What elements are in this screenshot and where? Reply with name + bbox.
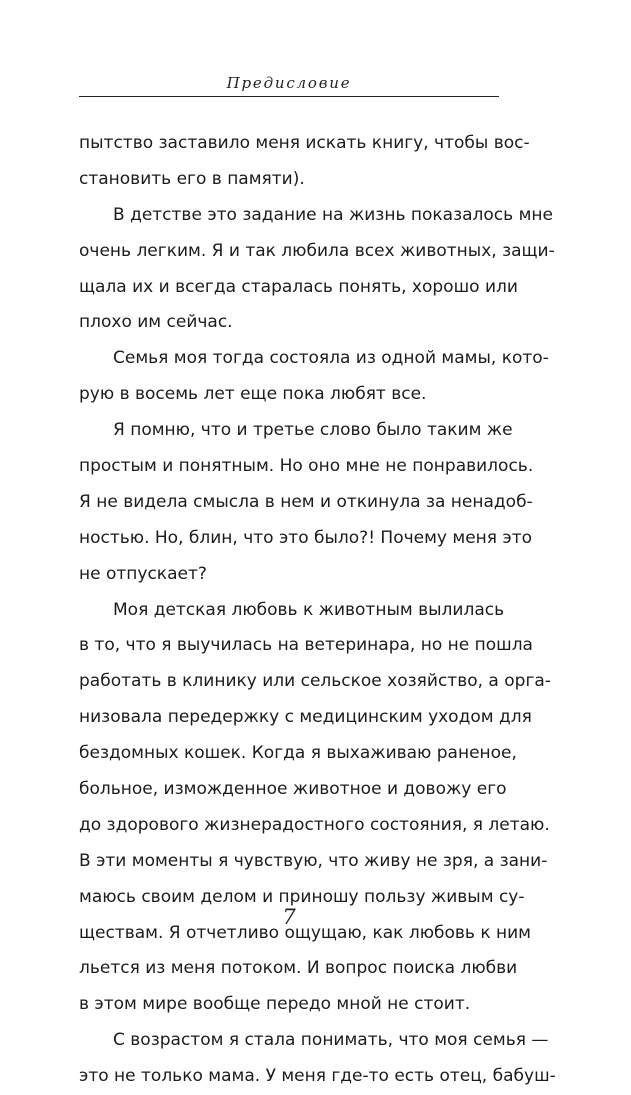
text-line: ществам. Я отчетливо ощущаю, как любовь к ним xyxy=(79,922,531,943)
text-line: до здорового жизнерадостного состояния, я летаю. xyxy=(79,814,550,835)
text-line: маюсь своим делом и приношу пользу живым су- xyxy=(79,886,525,907)
text-line: бездомных кошек. Когда я выхаживаю раненое, xyxy=(79,743,517,764)
text-line: низовала передержку с медицинским уходом для xyxy=(79,707,532,728)
text-line: ностью. Но, блин, что это было?! Почему меня это xyxy=(79,527,533,548)
text-line: Семья моя тогда состояла из одной мамы, кото- xyxy=(113,348,549,369)
text-line: В эти моменты я чувствую, что живу не зря, а зани- xyxy=(79,850,548,871)
text-line: плохо им сейчас. xyxy=(79,312,233,333)
text-line: это не только мама. У меня где-то есть отец, бабуш- xyxy=(79,1066,556,1087)
page-number: 7 xyxy=(282,905,296,929)
text-line: В детстве это задание на жизнь показалось мне xyxy=(113,204,553,225)
text-line: не отпускает? xyxy=(79,563,207,584)
text-line: больное, изможденное животное и довожу его xyxy=(79,779,507,800)
header-rule xyxy=(79,96,499,97)
text-line: Моя детская любовь к животным вылилась xyxy=(113,599,505,620)
text-line: в этом мире вообще передо мной не стоит. xyxy=(79,994,471,1015)
text-line: льется из меня потоком. И вопрос поиска любви xyxy=(79,958,518,979)
text-line: рую в восемь лет еще пока любят все. xyxy=(79,384,427,405)
text-line: работать в клинику или сельское хозяйство, а орга- xyxy=(79,671,551,692)
text-line: очень легким. Я и так любила всех животных, защи- xyxy=(79,240,555,261)
text-line: становить его в памяти). xyxy=(79,168,305,189)
text-line: простым и понятным. Но оно мне не понравилось. xyxy=(79,456,534,477)
running-head: Предисловие xyxy=(226,74,352,92)
text-line: щала их и всегда старалась понять, хорошо или xyxy=(79,276,518,297)
text-line: в то, что я выучилась на ветеринара, но не пошла xyxy=(79,635,533,656)
body-text xyxy=(79,126,556,1095)
text-line: Я не видела смысла в нем и откинула за ненадоб- xyxy=(79,491,533,512)
text-line: С возрастом я стала понимать, что моя семья — xyxy=(113,1030,549,1051)
text-line: Я помню, что и третье слово было таким же xyxy=(113,420,513,441)
text-line: пытство заставило меня искать книгу, чтобы вос- xyxy=(79,133,530,153)
